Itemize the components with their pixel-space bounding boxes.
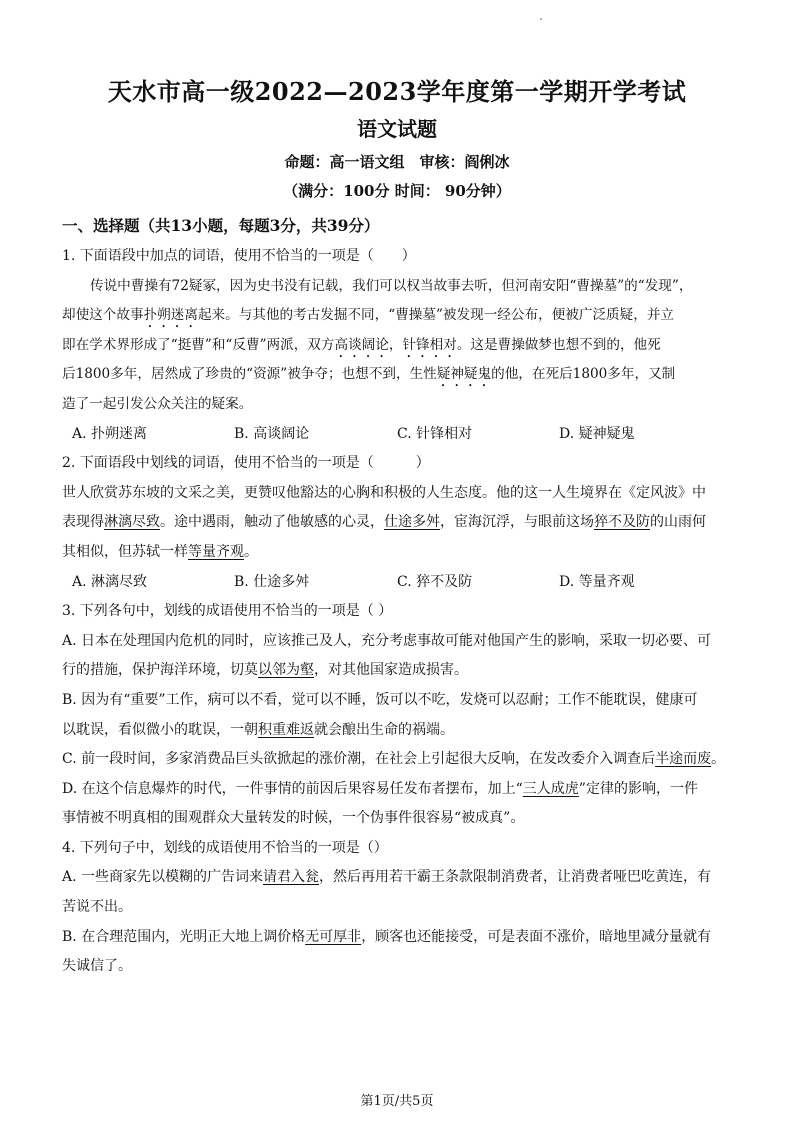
exam-meta: （满分：100分 时间： 90分钟）	[283, 182, 511, 200]
q3-option-c-line	[62, 745, 726, 775]
q2-passage-line: 世人欣赏苏东坡的文采之美，更赞叹他豁达的心胸和积极的人生态度。他的这一人生境界在《定风波》中	[62, 484, 706, 501]
q2-text: 表现得	[62, 514, 104, 531]
q2-passage-line	[62, 538, 726, 568]
q2-option-d[interactable]: D. 等量齐观	[559, 573, 635, 590]
q4-text: B. 在合理范围内，光明正大地上调价格	[62, 928, 306, 945]
q1-passage-line	[62, 360, 726, 390]
q3-option-b-line	[62, 716, 726, 746]
q3-underlined-idiom: 半途而废	[655, 751, 712, 768]
q1-passage-line	[62, 331, 726, 361]
q1-option-a[interactable]: A. 扑朔迷离	[72, 425, 148, 442]
q3-text: ，对其他国家造成损害。	[314, 662, 468, 679]
q1-passage-line	[62, 272, 726, 302]
scan-mark	[540, 18, 542, 20]
q3-text: C. 前一段时间，多家消费品巨头欲掀起的涨价潮，在社会上引起很大反响，在发改委介入调查后	[62, 751, 656, 768]
q2-underlined-term: 淋漓尽致	[104, 514, 160, 531]
q1-option-b[interactable]: B. 高谈阔论	[234, 425, 310, 442]
q1-text: 。这是曹操做梦也想不到的，他死	[456, 336, 661, 353]
exam-authors: 命题：高一语文组 审核：阎俐冰	[284, 153, 510, 171]
q3-text: 行的措施，保护海洋环境，切莫	[62, 662, 258, 679]
q1-text: ，	[388, 336, 403, 353]
q3-option-a-line: A. 日本在处理国内危机的同时，应该推己及人，充分考虑事故可能对他国产生的影响，采取一切必要、可	[62, 632, 712, 649]
q3-text: 就会酿出生命的祸端。	[314, 721, 454, 738]
q4-text: ，然后再用若干霸王条款限制消费者，让消费者哑巴吃黄连，有	[319, 869, 712, 886]
q1-text: 起来。与其他的考古发掘不同，“曹操墓”被发现一经公布，便被广泛质疑，并立	[197, 307, 675, 324]
q1-text: 后1800多年，居然成了珍贵的“资源”被争夺；也想不到，生性	[62, 366, 437, 383]
q4-option-a-line	[62, 863, 726, 893]
q2-option-b[interactable]: B. 仕途多舛	[234, 573, 310, 590]
q4-underlined-idiom: 请君入瓮	[263, 869, 320, 886]
q1-dotted-term: 扑朔迷离	[143, 307, 198, 324]
q2-text: 。途中遇雨，触动了他敏感的心灵，	[160, 514, 384, 531]
q4-stem: 4. 下列句子中，划线的成语使用不恰当的一项是（）	[62, 839, 388, 856]
q3-option-d-line	[62, 775, 726, 805]
q3-stem: 3. 下列各句中，划线的成语使用不恰当的一项是（ ）	[62, 603, 393, 620]
q2-stem: 2. 下面语段中划线的词语，使用不恰当的一项是（ ）	[62, 455, 430, 472]
q1-dotted-term: 针锋相对	[402, 336, 457, 353]
page-number: 第1页/共5页	[360, 1094, 434, 1109]
q2-underlined-term: 仕途多舛	[384, 514, 440, 531]
q1-option-c[interactable]: C. 针锋相对	[397, 425, 473, 442]
q1-dotted-term: 疑神疑鬼	[436, 366, 492, 383]
q1-text: 传说中曹操有72疑冢，因为史书没有记载，我们可以权当故事去听，但河南安阳“曹操墓”的“发现”，	[90, 277, 693, 294]
q3-underlined-idiom: 以邻为壑	[258, 662, 314, 679]
q2-underlined-term: 猝不及防	[594, 514, 650, 531]
q3-option-d-line: 事情被不明真相的围观群众大量转发的时候，一个伪事件很容易“被成真”。	[62, 810, 525, 827]
q2-text: 的山雨何	[650, 514, 706, 531]
q4-option-a-line: 苦说不出。	[62, 899, 132, 916]
q1-text: 却使这个故事	[62, 307, 144, 324]
exam-subtitle: 语文试题	[357, 117, 437, 141]
q1-text: 即在学术界形成了“挺曹”和“反曹”两派，双方	[62, 336, 335, 353]
q2-option-a[interactable]: A. 淋漓尽致	[72, 573, 148, 590]
section-heading: 一、选择题（共13小题，每题3分，共39分）	[62, 216, 380, 235]
q4-option-b-line	[62, 923, 726, 953]
q1-passage-line: 造了一起引发公众关注的疑案。	[62, 395, 253, 412]
q3-text: 以耽误，看似微小的耽误，一朝	[62, 721, 258, 738]
exam-title: 天水市高一级2022—2023学年度第一学期开学考试	[107, 77, 687, 106]
q3-underlined-idiom: 三人成虎	[522, 780, 579, 797]
q2-option-c[interactable]: C. 猝不及防	[397, 573, 473, 590]
q1-dotted-term: 高谈阔论	[334, 336, 389, 353]
q2-text: ，宦海沉浮，与眼前这场	[440, 514, 594, 531]
q4-option-b-line: 失诚信了。	[62, 958, 132, 975]
q3-underlined-idiom: 积重难返	[258, 721, 314, 738]
q4-underlined-idiom: 无可厚非	[305, 928, 362, 945]
q3-text: 。	[711, 751, 726, 768]
q3-text: D. 在这个信息爆炸的时代，一件事情的前因后果容易任发布者摆布，加上“	[62, 780, 523, 797]
q1-stem: 1. 下面语段中加点的词语，使用不恰当的一项是（ ）	[62, 248, 416, 264]
q4-text: ，顾客也还能接受，可是表面不涨价，暗地里减分量就有	[361, 928, 712, 945]
q1-option-d[interactable]: D. 疑神疑鬼	[559, 425, 635, 442]
q2-text: 。	[244, 543, 258, 560]
questions	[62, 242, 726, 982]
q2-options	[62, 568, 726, 598]
q2-text: 其相似，但苏轼一样	[62, 543, 188, 560]
q2-passage-line	[62, 508, 726, 538]
q3-option-b-line: B. 因为有“重要”工作，病可以不看，觉可以不睡，饭可以不吃，发烧可以忍耐；工作不能耽误，健康可	[62, 691, 698, 708]
q2-underlined-term: 等量齐观	[188, 543, 244, 560]
q3-text: ”定律的影响，一件	[578, 780, 698, 797]
q1-options	[62, 420, 726, 450]
q3-option-a-line	[62, 656, 726, 686]
q1-passage-line	[62, 301, 726, 331]
q4-text: A. 一些商家先以模糊的广告词来	[62, 869, 264, 886]
q1-text: 的他，在死后1800多年，又制	[491, 366, 676, 383]
